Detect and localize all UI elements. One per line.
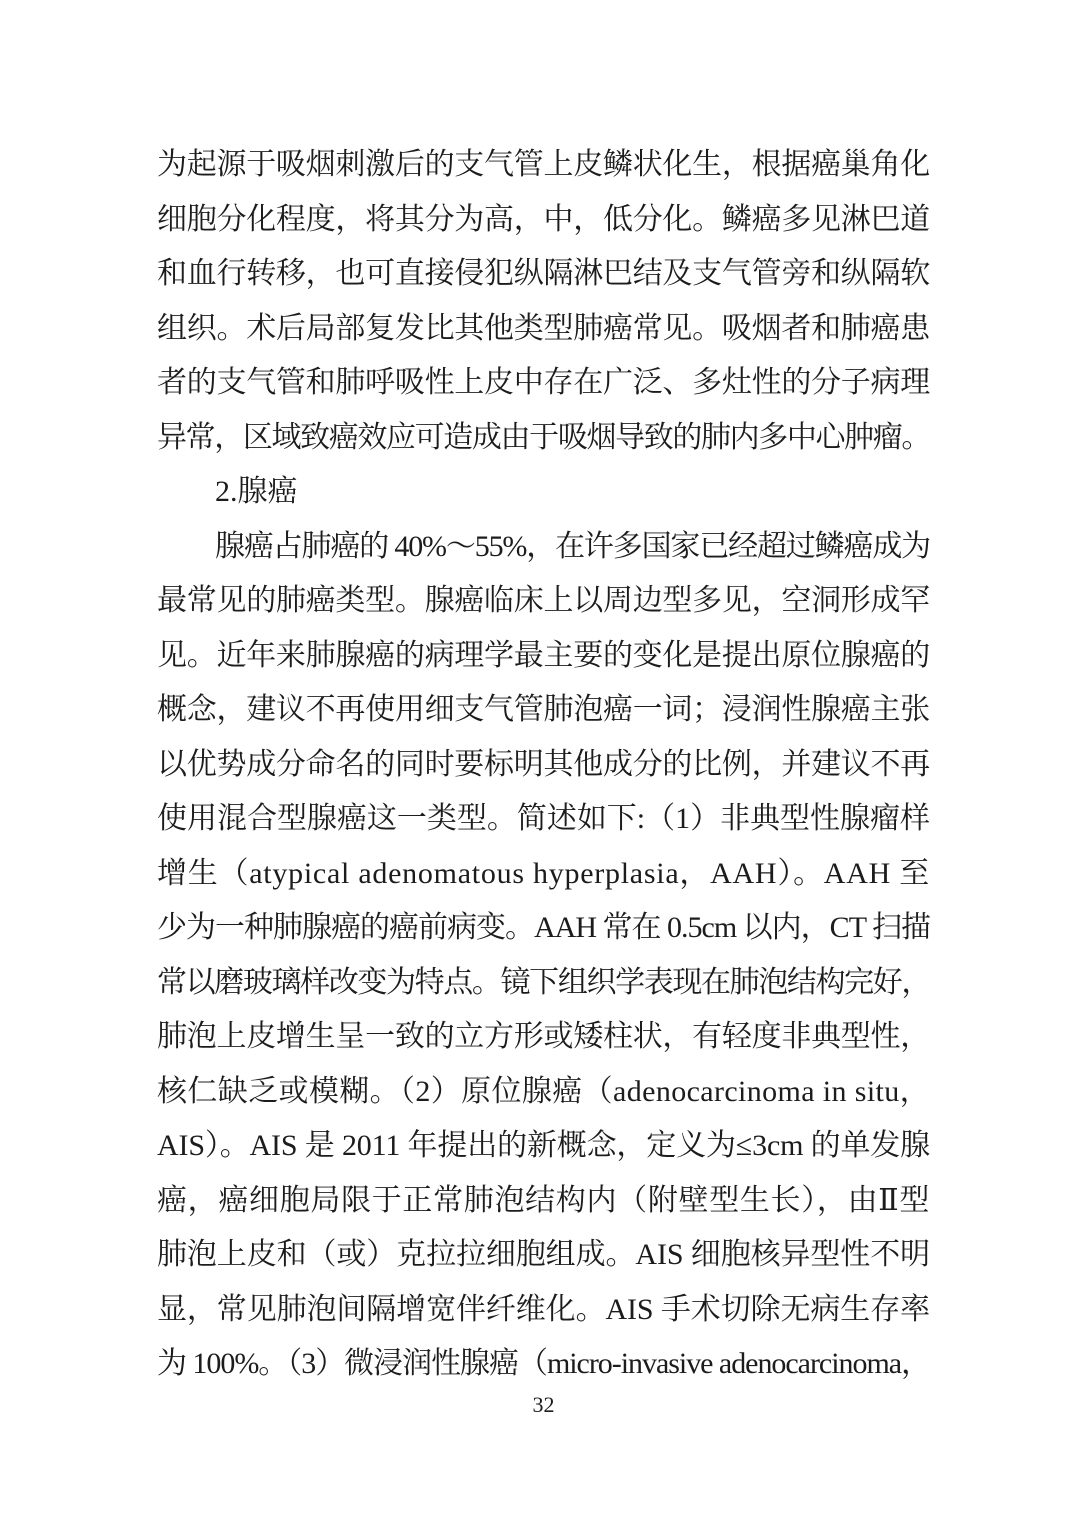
page-number: 32 <box>532 1392 555 1417</box>
text-line <box>157 1228 930 1283</box>
text-line-content: AIS）。AIS 是 2011 年提出的新概念，定义为≤3cm 的单发腺 <box>157 1129 930 1162</box>
text-line-content: 少为一种肺腺癌的癌前病变。AAH 常在 0.5cm 以内，CT 扫描 <box>157 911 930 944</box>
text-line-content: 显，常见肺泡间隔增宽伴纤维化。AIS 手术切除无病生存率 <box>157 1292 930 1326</box>
text-line <box>157 574 930 629</box>
text-line-content: 组织。术后局部复发比其他类型肺癌常见。吸烟者和肺癌患 <box>157 311 930 345</box>
text-line <box>157 901 930 956</box>
text-line-content: 增生（atypical adenomatous hyperplasia，AAH）。AAH 至 <box>157 856 930 890</box>
text-line-content: 最常见的肺癌类型。腺癌临床上以周边型多见，空洞形成罕 <box>157 584 930 617</box>
text-line <box>157 1337 930 1392</box>
text-line <box>157 1065 930 1120</box>
text-line <box>157 629 930 684</box>
text-line-content: 肺泡上皮和（或）克拉拉细胞组成。AIS 细胞核异型性不明 <box>157 1238 930 1271</box>
text-line <box>157 1010 930 1065</box>
text-line-content: 2.腺癌 <box>215 475 298 508</box>
text-line-content: 者的支气管和肺呼吸性上皮中存在广泛、多灶性的分子病理 <box>157 366 930 399</box>
text-line <box>157 138 930 193</box>
text-line-content: 使用混合型腺癌这一类型。简述如下:（1）非典型性腺瘤样 <box>157 802 930 835</box>
text-line <box>157 356 930 411</box>
text-line-content: 为起源于吸烟刺激后的支气管上皮鳞状化生，根据癌巢角化 <box>157 148 930 181</box>
text-line <box>157 520 930 575</box>
text-line-content: 腺癌占肺癌的 40%～55%，在许多国家已经超过鳞癌成为 <box>215 529 930 563</box>
text-line-content: 肺泡上皮增生呈一致的立方形或矮柱状，有轻度非典型性， <box>157 1020 930 1053</box>
text-line-content: 为 100%。（3）微浸润性腺癌（micro-invasive adenocarcinoma， <box>157 1347 931 1380</box>
text-line-content: 见。近年来肺腺癌的病理学最主要的变化是提出原位腺癌的 <box>157 638 930 672</box>
text-line <box>157 247 930 302</box>
text-line <box>157 792 930 847</box>
text-line <box>157 302 930 357</box>
text-line <box>157 193 930 248</box>
text-line-content: 细胞分化程度，将其分为高，中，低分化。鳞癌多见淋巴道 <box>157 202 930 236</box>
text-line-content: 核仁缺乏或模糊。（2）原位腺癌（adenocarcinoma in situ， <box>157 1074 930 1108</box>
document-body <box>157 138 930 1392</box>
text-line <box>157 1283 930 1338</box>
text-line <box>157 956 930 1011</box>
text-line <box>157 411 930 466</box>
text-line <box>157 1174 930 1229</box>
text-line-content: 常以磨玻璃样改变为特点。镜下组织学表现在肺泡结构完好， <box>157 965 930 999</box>
text-line <box>157 465 930 520</box>
text-line <box>157 1119 930 1174</box>
text-line-content: 以优势成分命名的同时要标明其他成分的比例，并建议不再 <box>157 747 930 781</box>
text-line-content: 和血行转移，也可直接侵犯纵隔淋巴结及支气管旁和纵隔软 <box>157 257 930 290</box>
text-line-content: 概念，建议不再使用细支气管肺泡癌一词；浸润性腺癌主张 <box>157 693 930 726</box>
text-line <box>157 847 930 902</box>
text-line-content: 癌，癌细胞局限于正常肺泡结构内（附壁型生长），由Ⅱ型 <box>157 1183 930 1217</box>
text-line <box>157 683 930 738</box>
text-line <box>157 738 930 793</box>
text-line-content: 异常，区域致癌效应可造成由于吸烟导致的肺内多中心肿瘤。 <box>157 420 930 454</box>
